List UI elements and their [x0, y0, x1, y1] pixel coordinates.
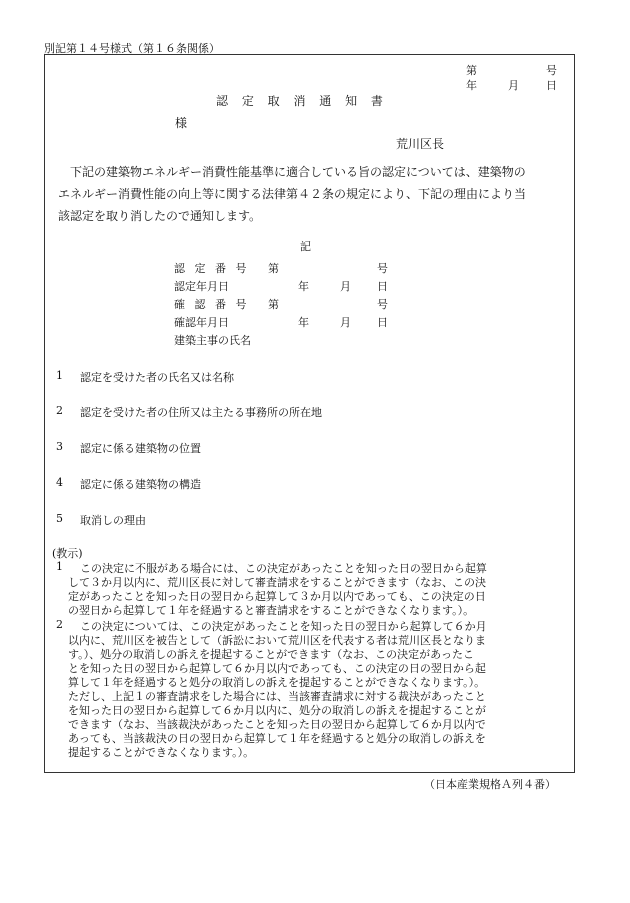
- item-1-text: 認定を受けた者の氏名又は名称: [80, 371, 234, 384]
- notice-p1-line-2: して３か月以内に、荒川区長に対して審査請求をすることができます（なお、この決: [68, 576, 486, 589]
- detail-kakunin-bango-go: 号: [377, 298, 388, 311]
- addressee-suffix: 様: [175, 116, 188, 130]
- detail-kakunin-date-nen: 年: [298, 316, 309, 329]
- date-nen: 年: [466, 79, 477, 92]
- detail-nintei-bango-label: 認 定 番 号: [174, 262, 250, 275]
- detail-nintei-date-label: 認定年月日: [174, 280, 229, 293]
- notice-p1-line-3: 定があったことを知った日の翌日から起算して３か月以内であっても、この決定の日: [68, 590, 486, 603]
- detail-nintei-bango-dai: 第: [268, 262, 279, 275]
- item-1-number: 1: [56, 369, 63, 382]
- notice-p2-line-7: を知った日の翌日から起算して６か月以内に、処分の取消しの訴えを提起することが: [68, 704, 486, 717]
- detail-kakunin-bango-dai: 第: [268, 298, 279, 311]
- notice-p2-line-1: この決定については、この決定があったことを知った日の翌日から起算して６か月: [80, 620, 487, 633]
- footer-jis-size: （日本産業規格Ａ列４番）: [424, 778, 556, 791]
- detail-kakunin-date-label: 確認年月日: [174, 316, 229, 329]
- notice-p2-line-8: できます（なお、当該裁決があったことを知った日の翌日から起算して６か月以内で: [68, 718, 486, 731]
- intro-line-1: 下記の建築物エネルギー消費性能基準に適合している旨の認定については、建築物の: [70, 165, 526, 179]
- item-2-text: 認定を受けた者の住所又は主たる事務所の所在地: [80, 406, 322, 419]
- notice-p2-line-3: す。）、処分の取消しの訴えを提起することができます（なお、この決定があったこ: [68, 648, 475, 661]
- notice-p1-line-4: の翌日から起算して１年を経過すると審査請求をすることができなくなります。）。: [68, 604, 475, 617]
- number-dai: 第: [466, 64, 477, 77]
- detail-kakunin-date-hi: 日: [377, 316, 388, 329]
- item-3-number: 3: [56, 440, 63, 453]
- notice-p2-number: 2: [56, 618, 63, 631]
- item-5-number: 5: [56, 512, 63, 525]
- detail-nintei-date-nen: 年: [298, 280, 309, 293]
- notice-p2-line-2: 以内に、荒川区を被告として（訴訟において荒川区を代表する者は荒川区長となりま: [68, 634, 486, 647]
- document-title: 認 定 取 消 通 知 書: [216, 94, 388, 108]
- notice-p1-number: 1: [56, 560, 63, 573]
- ki-heading: 記: [300, 240, 311, 253]
- detail-nintei-date-hi: 日: [377, 280, 388, 293]
- notice-p2-line-6: ただし、上記１の審査請求をした場合には、当該審査請求に対する裁決があったこと: [68, 690, 486, 703]
- notice-heading: (教示): [52, 547, 83, 560]
- item-4-number: 4: [56, 476, 63, 489]
- item-2-number: 2: [56, 404, 63, 417]
- intro-line-3: 該認定を取り消したので通知します。: [58, 209, 262, 223]
- detail-nintei-bango-go: 号: [377, 262, 388, 275]
- intro-line-2: エネルギー消費性能の向上等に関する法律第４２条の規定により、下記の理由により当: [58, 187, 527, 201]
- notice-p2-line-4: とを知った日の翌日から起算して６か月以内であっても、この決定の日の翌日から起: [68, 662, 486, 675]
- date-tsuki: 月: [508, 79, 519, 92]
- item-5-text: 取消しの理由: [80, 514, 146, 527]
- detail-kakunin-date-tsuki: 月: [340, 316, 351, 329]
- item-4-text: 認定に係る建築物の構造: [80, 478, 201, 491]
- notice-p2-line-9: あっても、当該裁決の日の翌日から起算して１年を経過すると処分の取消しの訴えを: [68, 732, 486, 745]
- notice-p2-line-10: 提起することができなくなります。）。: [68, 746, 255, 759]
- detail-kenchiku-shuji-label: 建築主事の氏名: [174, 334, 251, 347]
- form-header-label: 別記第１４号様式（第１６条関係）: [44, 42, 220, 55]
- date-hi: 日: [546, 79, 557, 92]
- notice-p1-line-1: この決定に不服がある場合には、この決定があったことを知った日の翌日から起算: [80, 562, 487, 575]
- notice-p2-line-5: 算して１年を経過すると処分の取消しの訴えを提起することができなくなります。）。: [68, 676, 486, 689]
- detail-nintei-date-tsuki: 月: [340, 280, 351, 293]
- item-3-text: 認定に係る建築物の位置: [80, 442, 201, 455]
- number-go: 号: [546, 64, 557, 77]
- issuer-name: 荒川区長: [396, 137, 445, 151]
- detail-kakunin-bango-label: 確 認 番 号: [174, 298, 250, 311]
